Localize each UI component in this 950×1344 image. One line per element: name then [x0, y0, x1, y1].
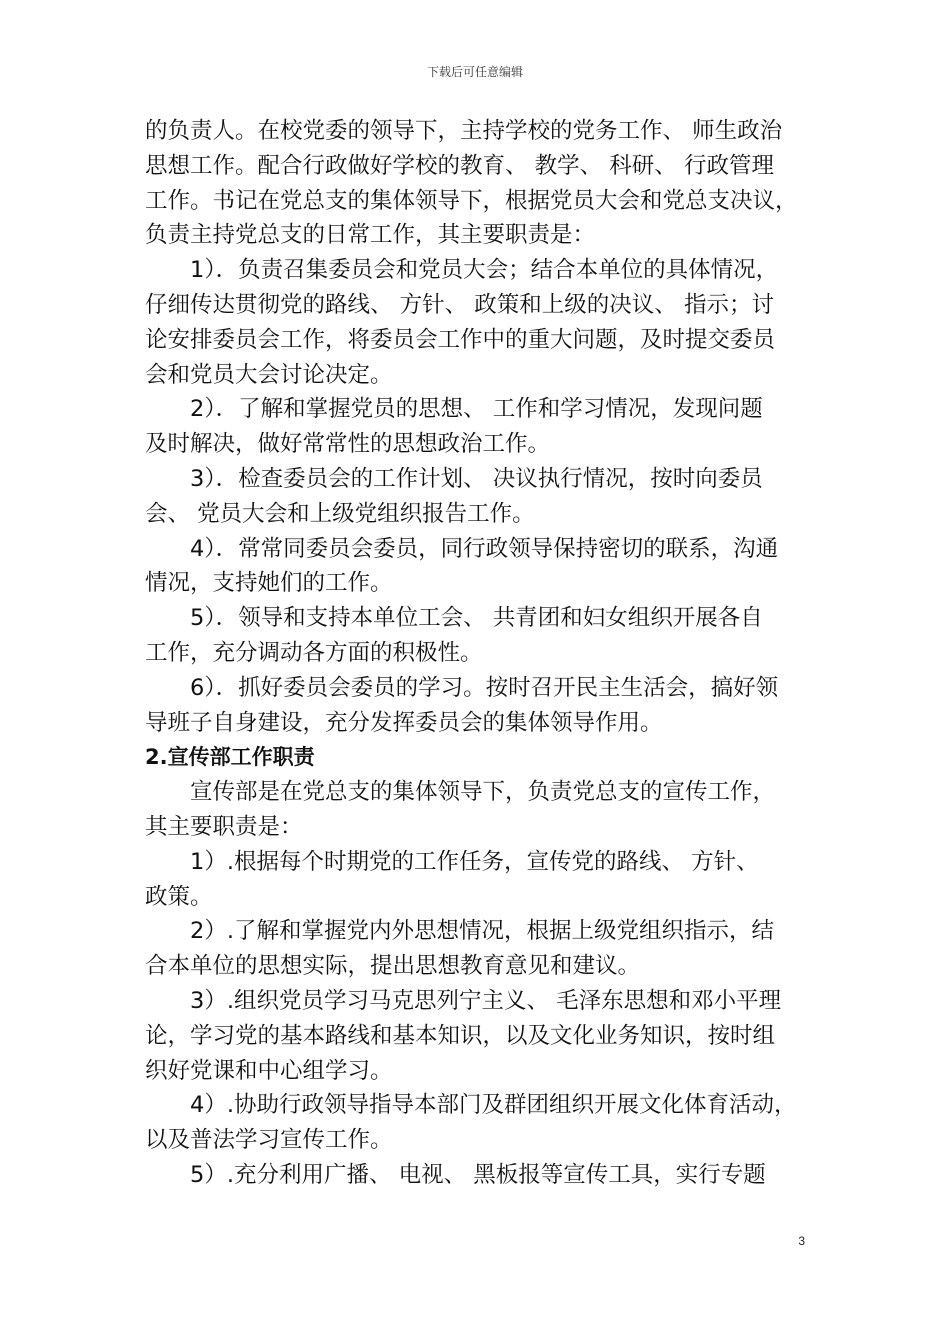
text-line: 论安排委员会工作，将委员会工作中的重大问题，及时提交委员	[145, 326, 776, 353]
text-line: 3）．检查委员会的工作计划、 决议执行情况，按时向委员	[190, 465, 763, 492]
text-line: 的负责人。在校党委的领导下，主持学校的党务工作、 师生政治	[145, 118, 783, 144]
text-line: 情况，支持她们的工作。	[145, 570, 393, 597]
text-line: 5）.充分利用广播、 电视、 黑板报等宣传工具，实行专题	[190, 1161, 766, 1188]
text-line: 1）.根据每个时期党的工作任务，宣传党的路线、 方针、	[190, 848, 759, 875]
text-line: 导班子自身建设，充分发挥委员会的集体领导作用。	[145, 709, 663, 736]
section-heading: 2.宣传部工作职责	[145, 745, 315, 770]
text-line: 会和党员大会讨论决定。	[145, 361, 393, 388]
text-line: 思想工作。配合行政做好学校的教育、 教学、 科研、 行政管理	[145, 152, 774, 179]
text-line: 4）．常常同委员会委员，同行政领导保持密切的联系，沟通	[190, 535, 779, 562]
page-header: 下载后可任意编辑	[426, 65, 523, 79]
text-line: 负责主持党总支的日常工作，其主要职责是：	[145, 222, 596, 249]
text-line: 工作。书记在党总支的集体领导下，根据党员大会和党总支决议，	[145, 187, 798, 214]
text-line: 工作，充分调动各方面的积极性。	[145, 639, 483, 666]
text-line: 其主要职责是：	[145, 813, 303, 840]
text-line: 及时解决，做好常常性的思想政治工作。	[145, 431, 551, 458]
text-line: 2）.了解和掌握党内外思想情况，根据上级党组织指示，结	[190, 918, 774, 945]
text-line: 政策。	[145, 883, 213, 910]
text-line: 宣传部是在党总支的集体领导下，负责党总支的宣传工作，	[190, 779, 776, 806]
text-line: 仔细传达贯彻党的路线、 方针、 政策和上级的决议、 指示；讨	[145, 291, 774, 318]
text-line: 织好党课和中心组学习。	[145, 1057, 393, 1084]
text-line: 5）．领导和支持本单位工会、 共青团和妇女组织开展各自	[190, 605, 763, 632]
text-line: 2）．了解和掌握党员的思想、 工作和学习情况，发现问题	[190, 396, 763, 423]
page-number: 3	[798, 1234, 805, 1248]
text-line: 1）．负责召集委员会和党员大会；结合本单位的具体情况，	[190, 257, 779, 284]
text-line: 3）.组织党员学习马克思列宁主义、 毛泽东思想和邓小平理	[190, 987, 782, 1014]
text-line: 会、 党员大会和上级党组织报告工作。	[145, 500, 535, 527]
text-line: 论，学习党的基本路线和基本知识，以及文化业务知识，按时组	[145, 1022, 776, 1049]
document-body	[145, 114, 809, 1193]
text-line: 以及普法学习宣传工作。	[145, 1127, 393, 1154]
text-line: 合本单位的思想实际，提出思想教育意见和建议。	[145, 953, 641, 980]
text-line: 6）．抓好委员会委员的学习。按时召开民主生活会，搞好领	[190, 674, 779, 701]
text-line: 4）.协助行政领导指导本部门及群团组织开展文化体育活动，	[190, 1092, 797, 1119]
